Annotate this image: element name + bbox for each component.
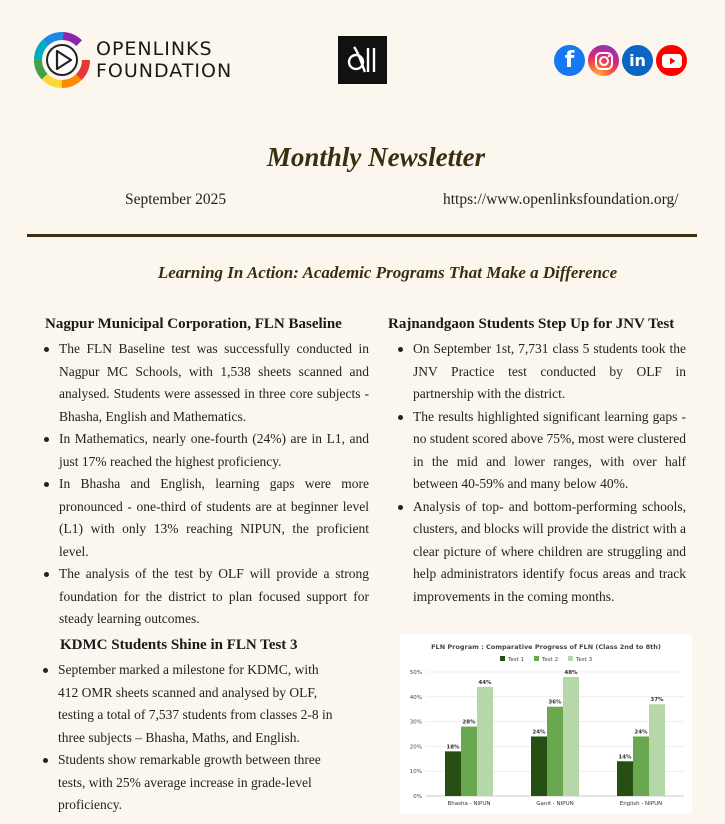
data-label: 37% bbox=[650, 697, 664, 704]
rajnandgaon-heading: Rajnandgaon Students Step Up for JNV Test bbox=[388, 316, 675, 332]
bar bbox=[617, 761, 633, 796]
bar bbox=[445, 751, 461, 796]
fln-progress-chart bbox=[400, 634, 692, 814]
olf-mark-icon bbox=[346, 45, 380, 75]
chart-bars bbox=[445, 677, 665, 796]
rajnandgaon-bullet-list bbox=[397, 338, 686, 608]
y-tick-label: 40% bbox=[409, 694, 422, 701]
social-links bbox=[554, 45, 687, 76]
list-item: Students show remarkable growth between three tests, with 25% average increase in grade-level proficiency. bbox=[42, 749, 342, 817]
legend-swatch bbox=[500, 656, 505, 661]
data-label: 48% bbox=[564, 669, 578, 676]
legend-label: Test 3 bbox=[576, 657, 593, 663]
youtube-icon[interactable] bbox=[656, 45, 687, 76]
legend-label: Test 2 bbox=[542, 657, 559, 663]
list-item: In Mathematics, nearly one-fourth (24%) are in L1, and just 17% reached the highest proficiency. bbox=[43, 428, 369, 473]
nagpur-bullet-list bbox=[43, 338, 369, 631]
list-item: September marked a milestone for KDMC, with 412 OMR sheets scanned and analysed by OLF, testing a total of 7,537 students from classes 2-8 in three subjects – Bhasha, Maths, and English. bbox=[42, 659, 342, 749]
y-tick-label: 20% bbox=[409, 744, 422, 751]
list-item: The results highlighted significant learning gaps - no student scored above 75%, most were clustered in the mid and lower ranges, with over half between 40-59% and many below 40%. bbox=[397, 406, 686, 496]
list-item: On September 1st, 7,731 class 5 students took the JNV Practice test conducted by OLF in partnership with the district. bbox=[397, 338, 686, 406]
openlinks-logo[interactable] bbox=[34, 32, 232, 88]
org-name-line1: OPENLINKS bbox=[96, 38, 213, 60]
kdmc-bullet-list bbox=[42, 659, 342, 817]
newsletter-header bbox=[0, 0, 725, 120]
nagpur-heading: Nagpur Municipal Corporation, FLN Baseline bbox=[45, 316, 342, 332]
instagram-icon[interactable] bbox=[588, 45, 619, 76]
data-label: 28% bbox=[462, 719, 476, 726]
bar bbox=[633, 736, 649, 796]
list-item: In Bhasha and English, learning gaps were more pronounced - one-third of students are at beginner level (L1) with only 13% reaching NIPUN, the proficient level. bbox=[43, 473, 369, 563]
data-label: 14% bbox=[618, 754, 632, 761]
bar bbox=[649, 704, 665, 796]
bar bbox=[547, 707, 563, 796]
page-title: Monthly Newsletter bbox=[266, 142, 486, 172]
bar bbox=[531, 736, 547, 796]
legend-swatch bbox=[568, 656, 573, 661]
data-label: 24% bbox=[532, 729, 546, 736]
header-divider bbox=[27, 234, 697, 237]
data-label: 24% bbox=[634, 729, 648, 736]
fln-progress-chart-svg bbox=[400, 634, 692, 814]
linkedin-icon[interactable]: in bbox=[622, 45, 653, 76]
chart-title: FLN Program : Comparative Progress of FLN (Class 2nd to 8th) bbox=[431, 643, 661, 651]
y-tick-label: 10% bbox=[409, 769, 422, 776]
list-item: Analysis of top- and bottom-performing schools, clusters, and blocks will provide the district with a clear picture of where children are struggling and help administrators identify focus areas and track improvements in the coming months. bbox=[397, 496, 686, 609]
legend-label: Test 1 bbox=[508, 657, 525, 663]
facebook-icon[interactable]: f bbox=[554, 45, 585, 76]
list-item: The FLN Baseline test was successfully conducted in Nagpur MC Schools, with 1,538 sheets scanned and analysed. Students were assessed in three core subjects - Bhasha, English and Mathematics. bbox=[43, 338, 369, 428]
bar bbox=[563, 677, 579, 796]
kdmc-heading: KDMC Students Shine in FLN Test 3 bbox=[60, 637, 298, 653]
olf-mark-logo[interactable] bbox=[338, 36, 387, 84]
section-title: Learning In Action: Academic Programs That Make a Difference bbox=[157, 263, 618, 282]
chart-legend bbox=[500, 656, 593, 663]
y-tick-label: 50% bbox=[409, 670, 422, 676]
x-tick-label: Bhasha - NIPUN bbox=[447, 801, 491, 807]
data-label: 36% bbox=[548, 699, 562, 706]
bar bbox=[477, 687, 493, 796]
openlinks-logo-icon bbox=[34, 32, 90, 88]
issue-date: September 2025 bbox=[125, 191, 227, 208]
bar bbox=[461, 727, 477, 796]
y-tick-label: 30% bbox=[409, 719, 422, 726]
org-name-line2: FOUNDATION bbox=[96, 60, 233, 82]
data-label: 18% bbox=[446, 744, 460, 751]
data-label: 44% bbox=[478, 679, 492, 686]
website-link[interactable]: https://www.openlinksfoundation.org/ bbox=[443, 191, 679, 208]
legend-swatch bbox=[534, 656, 539, 661]
y-tick-label: 0% bbox=[413, 794, 422, 800]
list-item: The analysis of the test by OLF will provide a strong foundation for the district to plan focused support for steady learning outcomes. bbox=[43, 563, 369, 631]
x-tick-label: Ganit - NIPUN bbox=[536, 801, 574, 807]
x-tick-label: English - NIPUN bbox=[619, 801, 663, 807]
